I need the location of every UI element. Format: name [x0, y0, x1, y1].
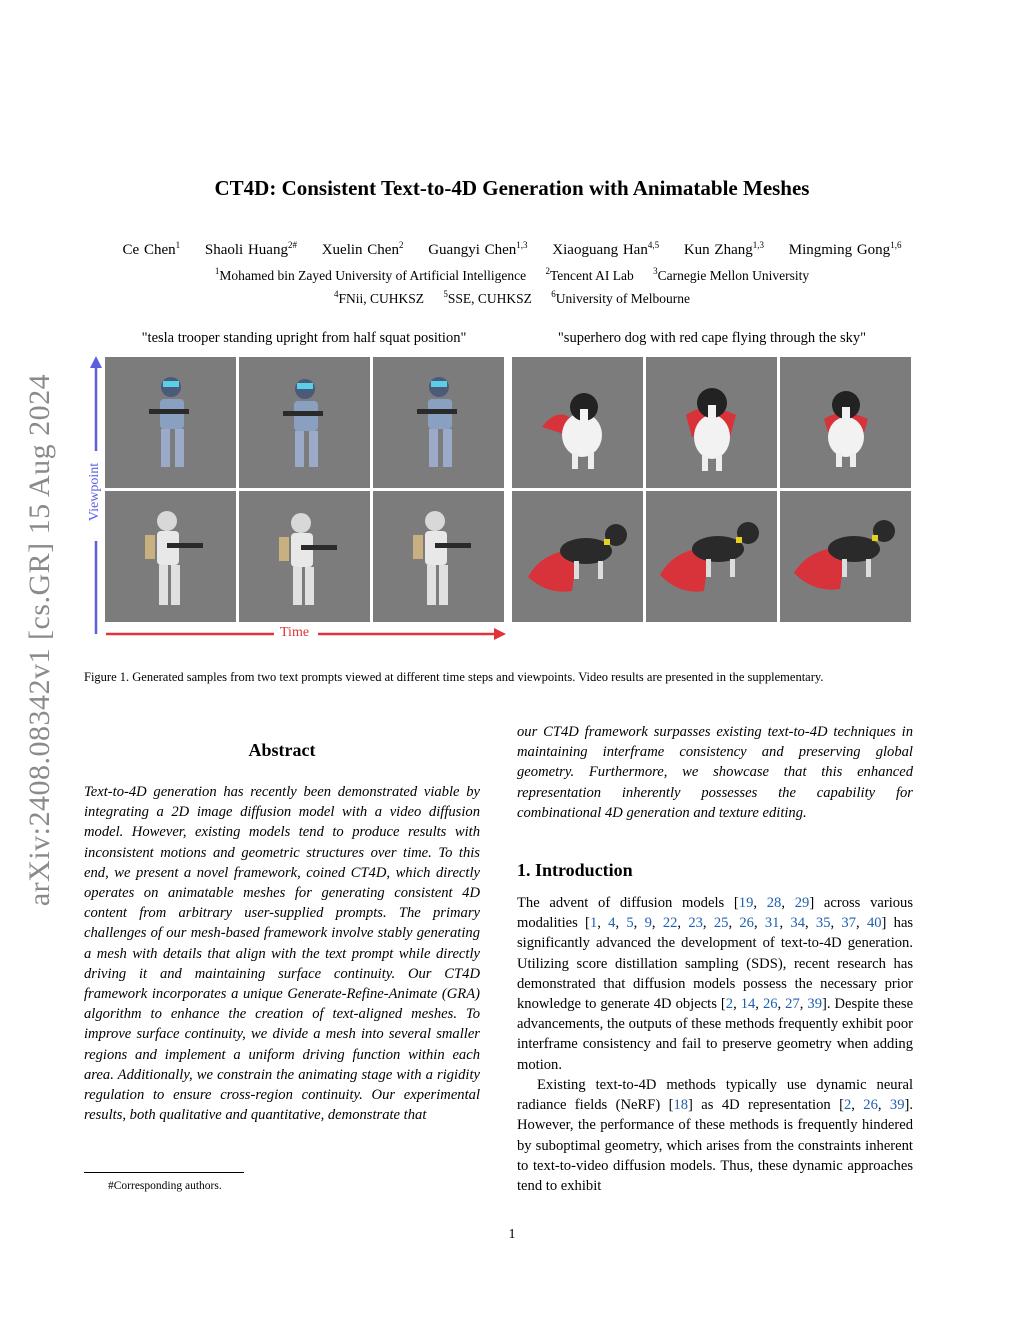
intro-paragraph-1: The advent of diffusion models [19, 28, 29] across various modalities [1, 4, 5, 9, 22, 23, 25, 26, 31, 34, 35, 37, 40] has significantly advanced the development of text-to-4D generation. Utilizing score distillation sampling (SDS), recent research has demonstrated that diffusion models possess the necessary prior knowledge to generate 4D objects [2, 14, 26, 27, 39]. Despite these advancements, the outputs of these methods frequently exhibit poor interframe consistency and fail to preserve geometry when adding motion. [517, 895, 914, 1073]
prompt-right: "superhero dog with red cape flying through the sky" [557, 330, 867, 346]
author-list [0, 242, 1024, 259]
citation-link[interactable]: 31 [764, 915, 780, 932]
arxiv-identifier: arXiv:2408.08342v1 [cs.GR] 15 Aug 2024 [23, 373, 56, 907]
affiliations-line-1 [0, 268, 1024, 284]
figure-tile-trooper-front-t1 [105, 357, 236, 488]
citation-link[interactable]: 29 [794, 895, 810, 911]
affiliation: $^3$Carnegie Mellon University [653, 266, 810, 283]
figure-tile-dog-side-t3 [780, 491, 911, 622]
abstract-continuation: our CT4D framework surpasses existing text-to-4D techniques in maintaining interframe consistency and preserving global geometry. Furthermore, we showcase that this enhanced representation inherently possesses the capability for combinational 4D generation and texture editing. [517, 724, 913, 821]
author: Guangyi Chen$^{1,3}$ [428, 240, 528, 258]
citation-link[interactable]: 25 [713, 915, 729, 932]
page-number: 1 [508, 1227, 516, 1242]
dog-figure [646, 491, 777, 622]
abstract-heading: Abstract [248, 740, 316, 760]
citation-link[interactable]: 26 [762, 996, 778, 1013]
citation-link[interactable]: 9 [644, 915, 652, 932]
time-label: Time [280, 625, 310, 640]
citation-link[interactable]: 2 [843, 1097, 852, 1114]
footnote-rule [84, 1172, 244, 1173]
affiliation: $^4$FNii, CUHKSZ [333, 289, 424, 306]
citation-link[interactable]: 14 [740, 996, 756, 1013]
trooper-figure [373, 491, 504, 622]
citation-link[interactable]: 40 [866, 915, 882, 932]
citation-link[interactable]: 34 [790, 915, 805, 932]
figure-tile-trooper-side-t3 [373, 491, 504, 622]
citation-link[interactable]: 39 [807, 996, 822, 1013]
figure-tile-trooper-side-t1 [105, 491, 236, 622]
footnote: #Corresponding authors. [108, 1180, 222, 1192]
citation-link[interactable]: 19 [738, 895, 754, 911]
author: Mingming Gong$^{1,6}$ [788, 240, 902, 258]
affiliation: $^6$University of Melbourne [551, 289, 691, 306]
dog-figure [512, 357, 643, 488]
citation-link[interactable]: 28 [766, 895, 782, 911]
citation-link[interactable]: 37 [841, 915, 857, 932]
citation-link[interactable]: 26 [863, 1097, 878, 1114]
citation-link[interactable]: 4 [608, 915, 616, 932]
figure-caption: Figure 1. Generated samples from two text prompts viewed at different time steps and viewpoints. Video results are presented in the supplementary. [84, 670, 824, 684]
author: Shaoli Huang$^{2\#}$ [204, 240, 297, 258]
prompt-left: "tesla trooper standing upright from half squat position" [141, 330, 467, 346]
trooper-figure [239, 491, 370, 622]
dog-figure [512, 491, 643, 622]
author: Kun Zhang$^{1,3}$ [683, 240, 764, 258]
author: Ce Chen$^1$ [122, 240, 181, 258]
dog-figure [780, 491, 911, 622]
figure-tile-dog-front-t1 [512, 357, 643, 488]
viewpoint-label: Viewpoint [87, 462, 102, 522]
trooper-figure [239, 357, 370, 488]
figure-tile-trooper-front-t3 [373, 357, 504, 488]
affiliations-line-2 [0, 291, 1024, 307]
figure-tile-dog-side-t2 [646, 491, 777, 622]
figure-tile-dog-front-t3 [780, 357, 911, 488]
figure-tile-dog-side-t1 [512, 491, 643, 622]
figure-tile-trooper-front-t2 [239, 357, 370, 488]
citation-link[interactable]: 39 [889, 1097, 905, 1114]
citation-link[interactable]: 22 [662, 915, 678, 932]
citation-link[interactable]: 26 [739, 915, 754, 932]
trooper-figure [105, 491, 236, 622]
citation-link[interactable]: 5 [626, 915, 634, 932]
paper-title: CT4D: Consistent Text-to-4D Generation with Animatable Meshes [214, 176, 810, 200]
citation-link[interactable]: 1 [589, 915, 598, 932]
citation-link[interactable]: 27 [785, 996, 800, 1013]
citation-link[interactable]: 18 [673, 1097, 689, 1114]
figure-tile-trooper-side-t2 [239, 491, 370, 622]
citation-link[interactable]: 2 [725, 996, 734, 1013]
dog-figure [780, 357, 911, 488]
dog-figure [646, 357, 777, 488]
abstract-text: Text-to-4D generation has recently been demonstrated viable by integrating a 2D image diffusion model with a video diffusion model. However, existing models tend to produce results with inconsistent motions and geometric structures over time. To this end, we present a novel framework, coined CT4D, which directly operates on animatable meshes for generating consistent 4D content from arbitrary user-supplied prompts. The primary challenges of our mesh-based framework involve stably generating a mesh with details that align with the text prompt while directly driving it and maintaining surface continuity. Our CT4D framework incorporates a unique Generate-Refine-Animate (GRA) algorithm to enhance the creation of text-aligned meshes. To improve surface continuity, we divide a mesh into several smaller regions and implement a uniform driving function within each area. Additionally, we constrain the animating stage with a rigidity regulation to ensure cross-region continuity. Our experimental results, both qualitative and quantitative, demonstrate that [84, 784, 480, 1124]
citation-link[interactable]: 35 [815, 915, 831, 932]
affiliation: $^5$SSE, CUHKSZ [443, 289, 532, 306]
intro-paragraph-2: Existing text-to-4D methods typically use dynamic neural radiance fields (NeRF) [18] as 4D representation [2, 26, 39]. However, the performance of these methods is frequently hindered by suboptimal geometry, which arises from the constraints inherent to text-to-video diffusion models. Thus, these dynamic approaches tend to exhibit [517, 1077, 913, 1195]
author: Xiaoguang Han$^{4,5}$ [552, 240, 660, 258]
citation-link[interactable]: 23 [688, 915, 703, 932]
affiliation: $^2$Tencent AI Lab [545, 266, 634, 283]
author: Xuelin Chen$^2$ [321, 240, 404, 258]
trooper-figure [373, 357, 504, 488]
affiliation: $^1$Mohamed bin Zayed University of Artificial Intelligence [214, 266, 527, 283]
figure-tile-dog-front-t2 [646, 357, 777, 488]
trooper-figure [105, 357, 236, 488]
intro-heading: 1. Introduction [517, 860, 633, 880]
